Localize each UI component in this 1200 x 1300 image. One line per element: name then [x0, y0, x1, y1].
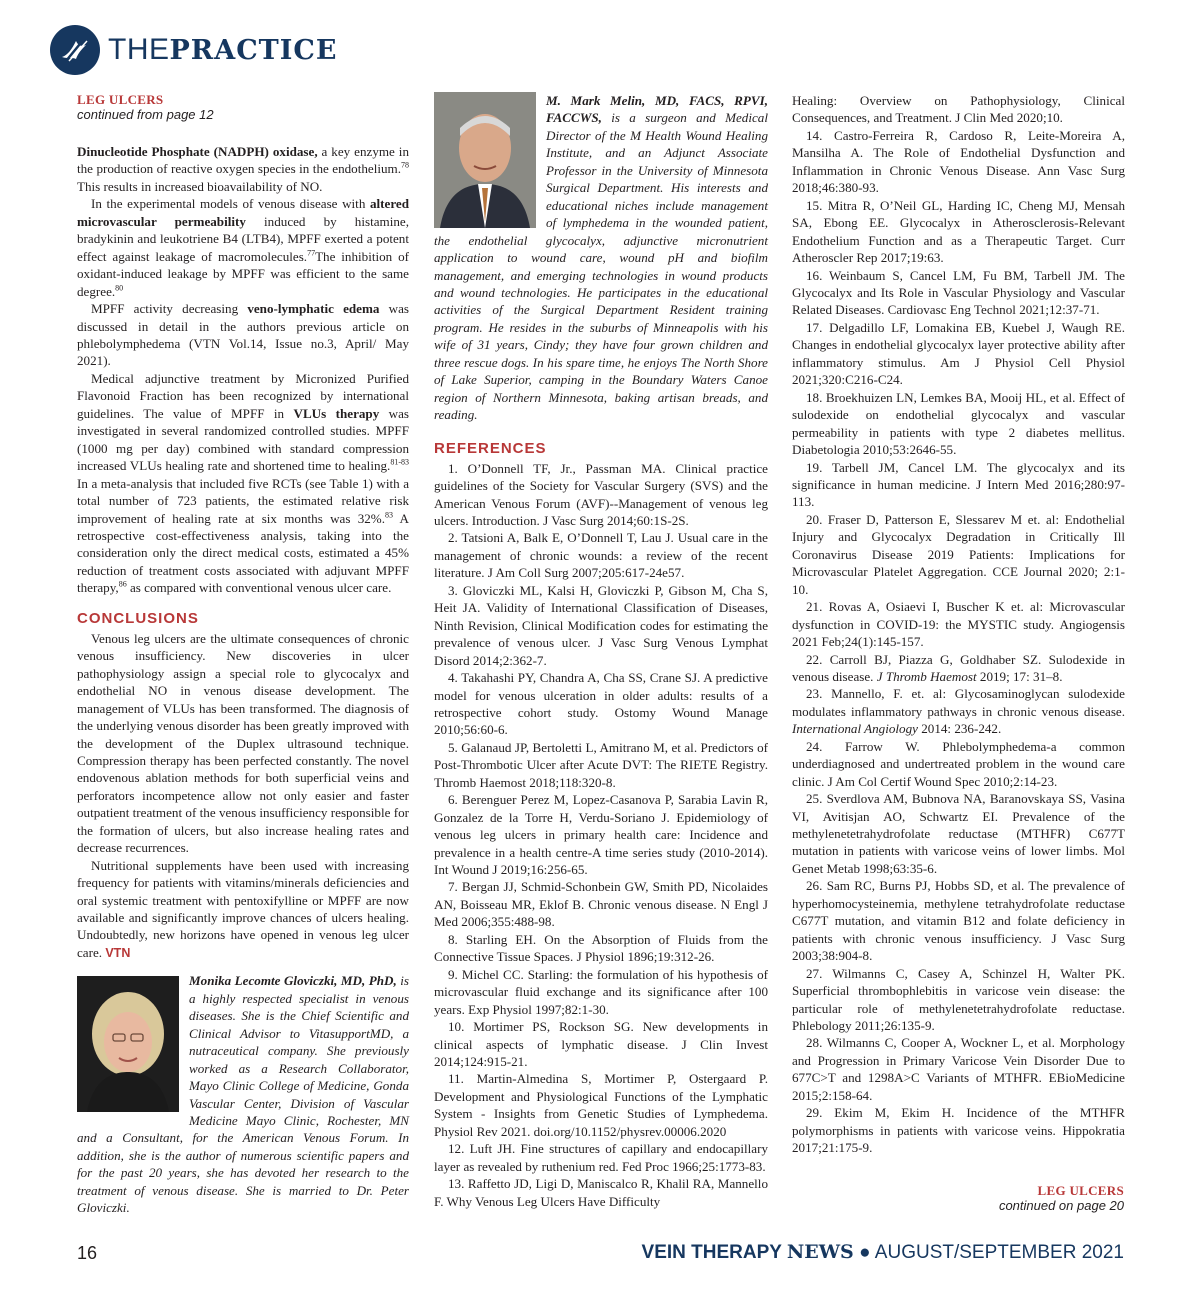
- footer-issue: AUGUST/SEPTEMBER 2021: [874, 1242, 1124, 1263]
- reference-item: 29. Ekim M, Ekim H. Incidence of the MTHFR polymorphisms in patients with varicose veins. Hippokratia 2017;21:175-9.: [792, 1105, 1125, 1156]
- reference-list: [434, 460, 768, 1210]
- reference-item: 4. Takahashi PY, Chandra A, Cha SS, Crane SJ. A predictive model for venous ulceration in older adults: results of a retrospective cohort study. Ostomy Wound Manage 2010;56:60-6.: [434, 670, 768, 738]
- reference-item: 10. Mortimer PS, Rockson SG. New developments in clinical aspects of lymphatic disease. J Clin Invest 2014;124:915-21.: [434, 1019, 768, 1070]
- brand-the: THE: [108, 33, 170, 66]
- reference-item: 19. Tarbell JM, Cancel LM. The glycocalyx and its significance in human medicine. J Intern Med 2016;280:97-113.: [792, 459, 1125, 510]
- paragraph: In the experimental models of venous disease with altered microvascular permeability induced by histamine, bradykinin and leukotriene B4 (LTB4), MPFF exerted a potent effect against leakage of macromolecules.$^{77}$The inhibition of oxidant-induced leakage by MPFF was efficient to the same degree.$^{80}$: [77, 196, 409, 299]
- paragraph: Nutritional supplements have been used with increasing frequency for patients with vitamins/minerals deficiencies and oral systemic treatment with pentoxifylline or MPFF are now available and significantly improve chances of ulcers healing. Undoubtedly, new horizons have opened in venous leg ulcer care. VTN: [77, 857, 409, 960]
- reference-item: 24. Farrow W. Phlebolymphedema-a common underdiagnosed and undertreated problem in the wound care clinic. J Am Col Certif Wound Spec 2010;2:14-23.: [792, 738, 1125, 789]
- reference-list: [792, 127, 1125, 1157]
- conclusions-heading: CONCLUSIONS: [77, 609, 199, 627]
- reference-item: 8. Starling EH. On the Absorption of Fluids from the Connective Tissue Spaces. J Physiol 1896;19:312-26.: [434, 931, 768, 965]
- reference-item: 26. Sam RC, Burns PJ, Hobbs SD, et al. The prevalence of hyperhomocysteinemia, methylene tetrahydrofolate reductase C677T mutation, and vitamin B12 and folate deficiency in patients with chronic venous insufficiency. J Vasc Surg 2003;38:904-8.: [792, 878, 1125, 964]
- reference-item: 1. O’Donnell TF, Jr., Passman MA. Clinical practice guidelines of the Society for Vascular Surgery (SVS) and the American Venous Forum (AVF)--Management of venous leg ulcers. Introduction. J Vasc Surg 2014;60:1S-2S.: [434, 460, 768, 528]
- reference-item: 12. Luft JH. Fine structures of capillary and endocapillary layer as revealed by ruthenium red. Fed Proc 1966;25:1773-83.: [434, 1141, 768, 1174]
- reference-item: 15. Mitra R, O’Neil GL, Harding IC, Cheng MJ, Mensah SA, Ebong EE. Glycocalyx in Atherosclerosis-Relevant Endothelium Function and as a Therapeutic Target. Curr Atheroscler Rep 2017;19:63.: [792, 197, 1125, 266]
- author-bio-melin: [434, 92, 768, 424]
- reference-item: 3. Gloviczki ML, Kalsi H, Gloviczki P, Gibson M, Cha S, Heit JA. Validity of International Classification of Diseases, Ninth Revision, Clinical Modification codes for estimating the prevalence of venous ulcer. J Vasc Surg Venous Lymphat Disord 2014;2:362-7.: [434, 582, 768, 668]
- bio-name: M. Mark Melin, MD, FACS, RPVI, FACCWS,: [546, 93, 768, 126]
- page-number: 16: [77, 1243, 98, 1263]
- reference-item: 17. Delgadillo LF, Lomakina EB, Kuebel J, Waugh RE. Changes in endothelial glycocalyx layer protective ability after inflammatory stimulus. Am J Physiol Cell Physiol 2021;320:C216-C24.: [792, 319, 1125, 388]
- reference-item: 20. Fraser D, Patterson E, Slessarev M et. al: Endothelial Injury and Glycocalyx Degradation in Critically Ill Coronavirus Disease 2019 Patients: Implications for Microvascular Platelet Aggregation. CCE Journal 2020; 2:1-10.: [792, 511, 1125, 597]
- paragraph: Dinucleotide Phosphate (NADPH) oxidase, a key enzyme in the production of reactive oxygen species in the endothelium.$^{78}$ This results in increased bioavailability of NO.: [77, 144, 409, 194]
- reference-item: 11. Martin-Almedina S, Mortimer P, Ostergaard P. Development and Physiological Functions of the Lymphatic System - Insights from Genetic Studies of Lymphedema. Physiol Rev 2021. doi.org/10.1152/physrev.00006.2020: [434, 1071, 768, 1139]
- author-bio-gloviczki: [77, 972, 409, 1216]
- continued-on-box: [999, 1183, 1124, 1214]
- footer-mag-name: VEIN THERAPY: [641, 1242, 787, 1263]
- reference-item: 22. Carroll BJ, Piazza G, Goldhaber SZ. Sulodexide in venous disease. J Thromb Haemost 2019; 17: 31–8.: [792, 651, 1125, 684]
- reference-item: 18. Broekhuizen LN, Lemkes BA, Mooij HL, et al. Effect of sulodexide on endothelial glycocalyx and vascular permeability in patients with type 2 diabetes mellitus. Diabetologia 2010;53:2646-55.: [792, 389, 1125, 458]
- author-photo-melin: [434, 92, 536, 228]
- reference-item: 7. Bergan JJ, Schmid-Schonbein GW, Smith PD, Nicolaides AN, Boisseau MR, Eklof B. Chronic venous disease. N Engl J Med 2006;355:488-98.: [434, 879, 768, 930]
- page-header: [50, 26, 337, 74]
- kicker-leg-ulcers: LEG ULCERS: [77, 92, 164, 107]
- references-heading: REFERENCES: [434, 439, 547, 457]
- continued-from: continued from page 12: [77, 107, 214, 122]
- bio-text: is a surgeon and Medical Director of the M Health Wound Healing Institute, and an Adjunct Associate Professor in the University of Minnesota Surgical Department. His interests and educational niches include management of lymphedema in the wounded patient, the endothelial glycocalyx, adjunctive micronutrient application to wound care, wound pH and biofilm management, and emerging technologies in wound products and wound technologies. He participates in the educational activities of the Surgical Department Resident training program. He resides in the suburbs of Minneapolis with his wife of 31 years, Cindy; they have four grown children and three rescue dogs. In his spare time, he enjoys The North Shore of Lake Superior, camping in the Boundary Waters Canoe region of Northern Minnesota, baking artisan breads, and reading.: [434, 110, 768, 423]
- reference-item: 16. Weinbaum S, Cancel LM, Fu BM, Tarbell JM. The Glycocalyx and Its Role in Vascular Physiology and Vascular Related Diseases. Cardiovasc Eng Technol 2021;12:37-71.: [792, 267, 1125, 318]
- brand-practice: PRACTICE: [169, 35, 338, 66]
- section-brand-title: [108, 33, 337, 67]
- reference-item: 6. Berenguer Perez M, Lopez-Casanova P, Sarabia Lavin R, Gonzalez de la Torre H, Verdu-Soriano J. Epidemiology of venous leg ulcers in primary health care: Incidence and prevalence in a health centre-A time series study (2010-2014). Int Wound J 2019;16:256-65.: [434, 792, 768, 878]
- reference-item: 13. Raffetto JD, Ligi D, Maniscalco R, Khalil RA, Mannello F. Why Venous Leg Ulcers Have Difficulty: [434, 1176, 768, 1209]
- footer-bullet: ●: [859, 1242, 871, 1263]
- paragraph: Venous leg ulcers are the ultimate consequences of chronic venous insufficiency. New discoveries in ulcer pathophysiology assign a special role to glycocalyx and endothelial NO in venous disease development. The management of VLUs has been transformed. The diagnosis of the underlying venous disorder has been greatly improved with the development of the Duplex ultrasound technique. Compression therapy has been perfected constantly. The novel endovenous ablation methods for both superficial veins and perforators incompetence allow not only easier and faster outpatient treatment of the venous insufficiency responsible for the formation of ulcers, but also increase healing rates and decrease recurrences.: [77, 630, 409, 856]
- reference-item: 25. Sverdlova AM, Bubnova NA, Baranovskaya SS, Vasina VI, Avitisjan AO, Schwartz EI. Prevalence of the methylenetetrahydrofolate reductase (MTHFR) C677T mutation in patients with varicose veins of lower limbs. Mol Genet Metab 1998;63:35-6.: [792, 791, 1125, 876]
- bio-text: is a highly respected specialist in venous diseases. She is the Chief Scientific and Clinical Advisor to VitasupportMD, a nutraceutical company. She previously worked as a Research Collaborator, Mayo Clinic College of Medicine, Gonda Vascular Center, Division of Vascular Medicine Mayo Clinic, Rochester, MN and a Consultant, for the American Venous Forum. In addition, she is the author of numerous scientific papers and for the past 20 years, she has devoted her research to the treatment of venous disease. She is married to Dr. Peter Gloviczki.: [77, 973, 409, 1216]
- paragraph: MPFF activity decreasing veno-lymphatic edema was discussed in detail in the authors previous article on phlebolymphedema (VTN Vol.14, Issue no.3, April/ May 2021).: [77, 301, 410, 369]
- kicker-leg-ulcers: LEG ULCERS: [1037, 1183, 1124, 1198]
- author-photo-gloviczki: [77, 976, 179, 1112]
- reference-item: 28. Wilmanns C, Cooper A, Wockner L, et al. Morphology and Progression in Primary Varicose Vein Disorder Due to 677C>T and 1298A>C Variants of MTHFR. EBioMedicine 2015;2:158-64.: [792, 1035, 1125, 1103]
- reference-item: 23. Mannello, F. et. al: Glycosaminoglycan sulodexide modulates inflammatory pathways in chronic venous disease. International Angiology 2014: 236-242.: [792, 686, 1125, 737]
- column-1: [77, 92, 409, 1217]
- footer-mag-news: NEWS: [786, 1241, 854, 1263]
- reference-item: 21. Rovas A, Osiaevi I, Buscher K et. al: Microvascular dysfunction in COVID-19: the MYSTIC study. Angiogensis 2021 Feb;24(1):145-157.: [792, 599, 1125, 650]
- vtn-end-mark: VTN: [105, 945, 131, 960]
- reference-item: 5. Galanaud JP, Bertoletti L, Amitrano M, et al. Predictors of Post-Thrombotic Ulcer after Acute DVT: The RIETE Registry. Thromb Haemost 2018;118:320-8.: [434, 739, 768, 790]
- reference-item: 9. Michel CC. Starling: the formulation of his hypothesis of microvascular fluid exchange and its significance after 100 years. Exp Physiol 1997;82:1-30.: [434, 966, 768, 1017]
- magazine-footer: [642, 1241, 1124, 1264]
- the-practice-logo-icon: [50, 25, 100, 75]
- reference-item: 27. Wilmanns C, Casey A, Schinzel H, Walter PK. Superficial thrombophlebitis in varicose vein disease: the particular role of methylenetetrahydrofolate reductase. Phlebology 2011;26:135-9.: [792, 965, 1125, 1034]
- reference-item: 2. Tatsioni A, Balk E, O’Donnell T, Lau J. Usual care in the management of chronic wounds: a review of the recent literature. J Am Coll Surg 2007;205:617-24e57.: [434, 530, 768, 581]
- bio-name: Monika Lecomte Gloviczki, MD, PhD,: [189, 973, 397, 989]
- continued-on: continued on page 20: [998, 1198, 1124, 1213]
- column-2: [434, 92, 768, 1210]
- column-3: [792, 92, 1125, 1157]
- reference-continuation: Healing: Overview on Pathophysiology, Clinical Consequences, and Treatment. J Clin Med 2020;10.: [792, 93, 1125, 126]
- paragraph: Medical adjunctive treatment by Micronized Purified Flavonoid Fraction has been recognized by international guidelines. The value of MPFF in VLUs therapy was investigated in several randomized controlled studies. MPFF (1000 mg per day) combined with standard compression increased VLUs healing rate and shortened time to healing.$^{81-83}$ In a meta-analysis that included five RCTs (see Table 1) with a total number of 723 patients, the estimated relative risk improvement of healing rate at six months was 32%.$^{83}$ A retrospective cost-effectiveness analysis, taking into the consideration only the direct medical costs, estimated a 45% reduction of treatment costs associated with adjuvant MPFF therapy,$^{86}$ as compared with conventional venous ulcer care.: [77, 370, 410, 596]
- reference-item: 14. Castro-Ferreira R, Cardoso R, Leite-Moreira A, Mansilha A. The Role of Endothelial Dysfunction and Inflammation in Chronic Venous Disease. Ann Vasc Surg 2018;46:380-93.: [792, 127, 1125, 196]
